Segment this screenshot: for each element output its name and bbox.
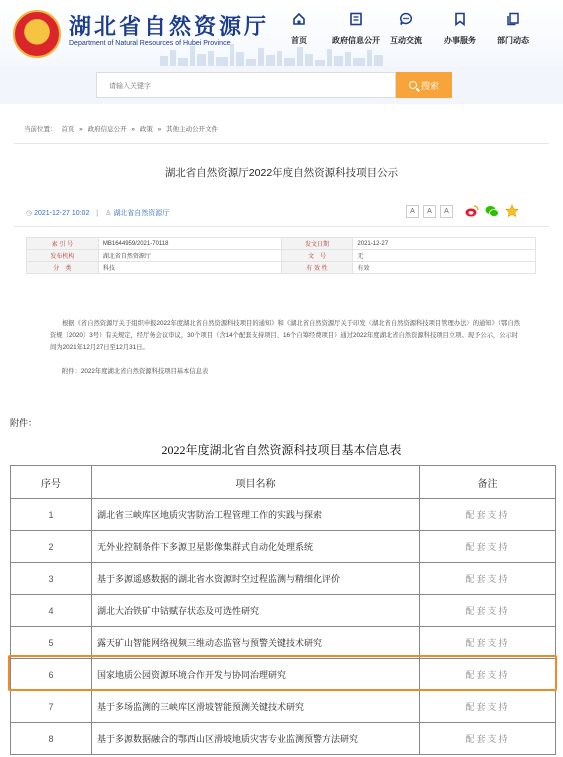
national-emblem-logo[interactable]	[13, 10, 61, 58]
user-icon: ♙	[105, 210, 112, 217]
table-row	[11, 563, 556, 595]
home-icon	[292, 12, 306, 26]
project-name: 国家地质公园资源环境合作开发与协同治理研究	[92, 659, 420, 691]
table-row-highlighted	[11, 659, 556, 691]
nav-label-interaction: 互动交流	[390, 36, 422, 45]
project-name: 基于多源遥感数据的湖北省水资源时空过程监测与精细化评价	[92, 563, 420, 595]
nav-label-home: 首页	[291, 36, 307, 45]
site-title[interactable]: 湖北省自然资源厅	[69, 14, 270, 40]
project-name: 基于多场监测的三峡库区滑坡智能预测关键技术研究	[92, 691, 420, 723]
site-subtitle: Department of Natural Resources of Hubei Province	[69, 40, 231, 47]
row-number: 6	[11, 659, 92, 691]
table-row	[11, 627, 556, 659]
site-header	[0, 0, 563, 66]
project-note: 配套支持	[420, 659, 556, 691]
breadcrumb-separator: »	[79, 126, 83, 133]
nav-dept-news[interactable]	[483, 12, 543, 46]
bookmark-icon	[453, 12, 467, 26]
breadcrumb-separator: »	[157, 126, 162, 133]
breadcrumb-link-gov-info[interactable]: 政府信息公开	[87, 126, 127, 133]
column-header: 项目名称	[92, 466, 420, 499]
nav-services[interactable]	[430, 12, 490, 46]
project-name: 湖北省三峡库区地质灾害防治工程管理工作的实践与探索	[92, 499, 420, 531]
nav-label-dept-news: 部门动态	[497, 36, 529, 45]
info-label: 索 引 号	[27, 238, 99, 250]
chat-icon	[399, 12, 413, 26]
info-value-doc-no: 无	[353, 250, 536, 262]
row-number: 8	[11, 723, 92, 755]
info-label: 有 效 性	[281, 262, 353, 274]
copy-icon	[506, 12, 520, 26]
attachment-link[interactable]: 附件：2022年度湖北省自然资源科技项目基本信息表	[62, 368, 209, 375]
table-row	[11, 595, 556, 627]
info-value-publisher: 湖北省自然资源厅	[98, 250, 281, 262]
article-body: 根据《省自然资源厅关于组织申报2022年度湖北省自然资源科技项目的通知》和《湖北省自然资源厅关于印发〈湖北省自然资源科技项目管理办法〉的通知》（鄂自然资规〔2020〕3号）有关规定，经厅务会议审议，30个项目（含14个配套支持项目、16个自筹经费项目）通过2022年度湖北省自然资源科技项目立项。现予公示，公示时间为2021年12月27日至12月31日。	[50, 320, 520, 351]
column-header: 序号	[11, 466, 92, 499]
table-row	[11, 691, 556, 723]
info-label: 发布机构	[27, 250, 99, 262]
article-meta	[26, 208, 169, 218]
nav-label-services: 办事服务	[444, 36, 476, 45]
info-value-category: 科技	[98, 262, 281, 274]
article-source: 湖北省自然资源厅	[113, 210, 170, 217]
row-number: 4	[11, 595, 92, 627]
breadcrumb-link-other-files[interactable]: 其他主动公开文件	[166, 126, 219, 133]
info-value-index: MB1644959/2021-70118	[98, 238, 281, 250]
font-size-medium-button[interactable]: A	[423, 205, 436, 218]
project-name: 无外业控制条件下多源卫星影像集群式自动化处理系统	[92, 531, 420, 563]
row-number: 3	[11, 563, 92, 595]
row-number: 1	[11, 499, 92, 531]
search-button-label: 搜索	[420, 81, 439, 92]
info-row	[27, 238, 536, 250]
project-name: 湖北大冶铁矿中钴赋存状态及可选性研究	[92, 595, 420, 627]
search-icon	[409, 81, 417, 89]
table-row	[11, 531, 556, 563]
project-note: 配套支持	[420, 595, 556, 627]
info-row	[27, 262, 536, 274]
favorite-star-icon[interactable]	[505, 204, 519, 218]
project-note: 配套支持	[420, 499, 556, 531]
nav-label-gov-info: 政府信息公开	[332, 36, 380, 45]
project-note: 配套支持	[420, 691, 556, 723]
search-input[interactable]: 请输入关键字	[96, 72, 396, 98]
info-row	[27, 250, 536, 262]
font-size-small-button[interactable]: A	[440, 205, 453, 218]
row-number: 2	[11, 531, 92, 563]
project-note: 配套支持	[420, 723, 556, 755]
info-label: 文 号	[281, 250, 353, 262]
article-date: 2021-12-27 10:02	[34, 210, 90, 217]
row-number: 7	[11, 691, 92, 723]
table-row	[11, 499, 556, 531]
row-number: 5	[11, 627, 92, 659]
project-note: 配套支持	[420, 627, 556, 659]
search-button[interactable]	[396, 72, 452, 98]
project-table	[10, 465, 556, 755]
clock-icon: ◷	[26, 210, 33, 217]
project-note: 配套支持	[420, 563, 556, 595]
project-name: 露天矿山智能网络视频三维动态监管与预警关键技术研究	[92, 627, 420, 659]
project-name: 基于多源数据融合的鄂西山区滑坡地质灾害专业监测预警方法研究	[92, 723, 420, 755]
breadcrumb-separator: »	[131, 126, 135, 133]
table-row	[11, 723, 556, 755]
nav-interaction[interactable]	[376, 12, 436, 46]
page-title: 湖北省自然资源厅2022年度自然资源科技项目公示	[164, 167, 399, 179]
weibo-share-icon[interactable]	[465, 204, 479, 218]
project-note: 配套支持	[420, 531, 556, 563]
column-header: 备注	[420, 466, 556, 499]
document-icon	[349, 12, 363, 26]
info-value-validity: 有效	[353, 262, 536, 274]
divider	[14, 226, 549, 227]
nav-home[interactable]	[269, 12, 329, 46]
meta-separator: |	[96, 210, 99, 217]
breadcrumb-link-policy[interactable]: 政策	[139, 126, 153, 133]
info-label: 分 类	[27, 262, 99, 274]
divider	[14, 143, 549, 144]
font-size-large-button[interactable]: A	[406, 205, 419, 218]
wechat-share-icon[interactable]	[485, 204, 499, 218]
breadcrumb-prefix: 当前位置：	[24, 126, 57, 133]
breadcrumb-link-home[interactable]: 首页	[61, 126, 75, 133]
document-info-table	[26, 237, 536, 274]
attachment-label: 附件：	[10, 418, 38, 428]
breadcrumb	[24, 124, 221, 133]
info-label: 发文日期	[281, 238, 353, 250]
table-header-row	[11, 466, 556, 499]
attachment-table-title: 2022年度湖北省自然资源科技项目基本信息表	[161, 443, 402, 457]
info-value-issue-date: 2021-12-27	[353, 238, 536, 250]
